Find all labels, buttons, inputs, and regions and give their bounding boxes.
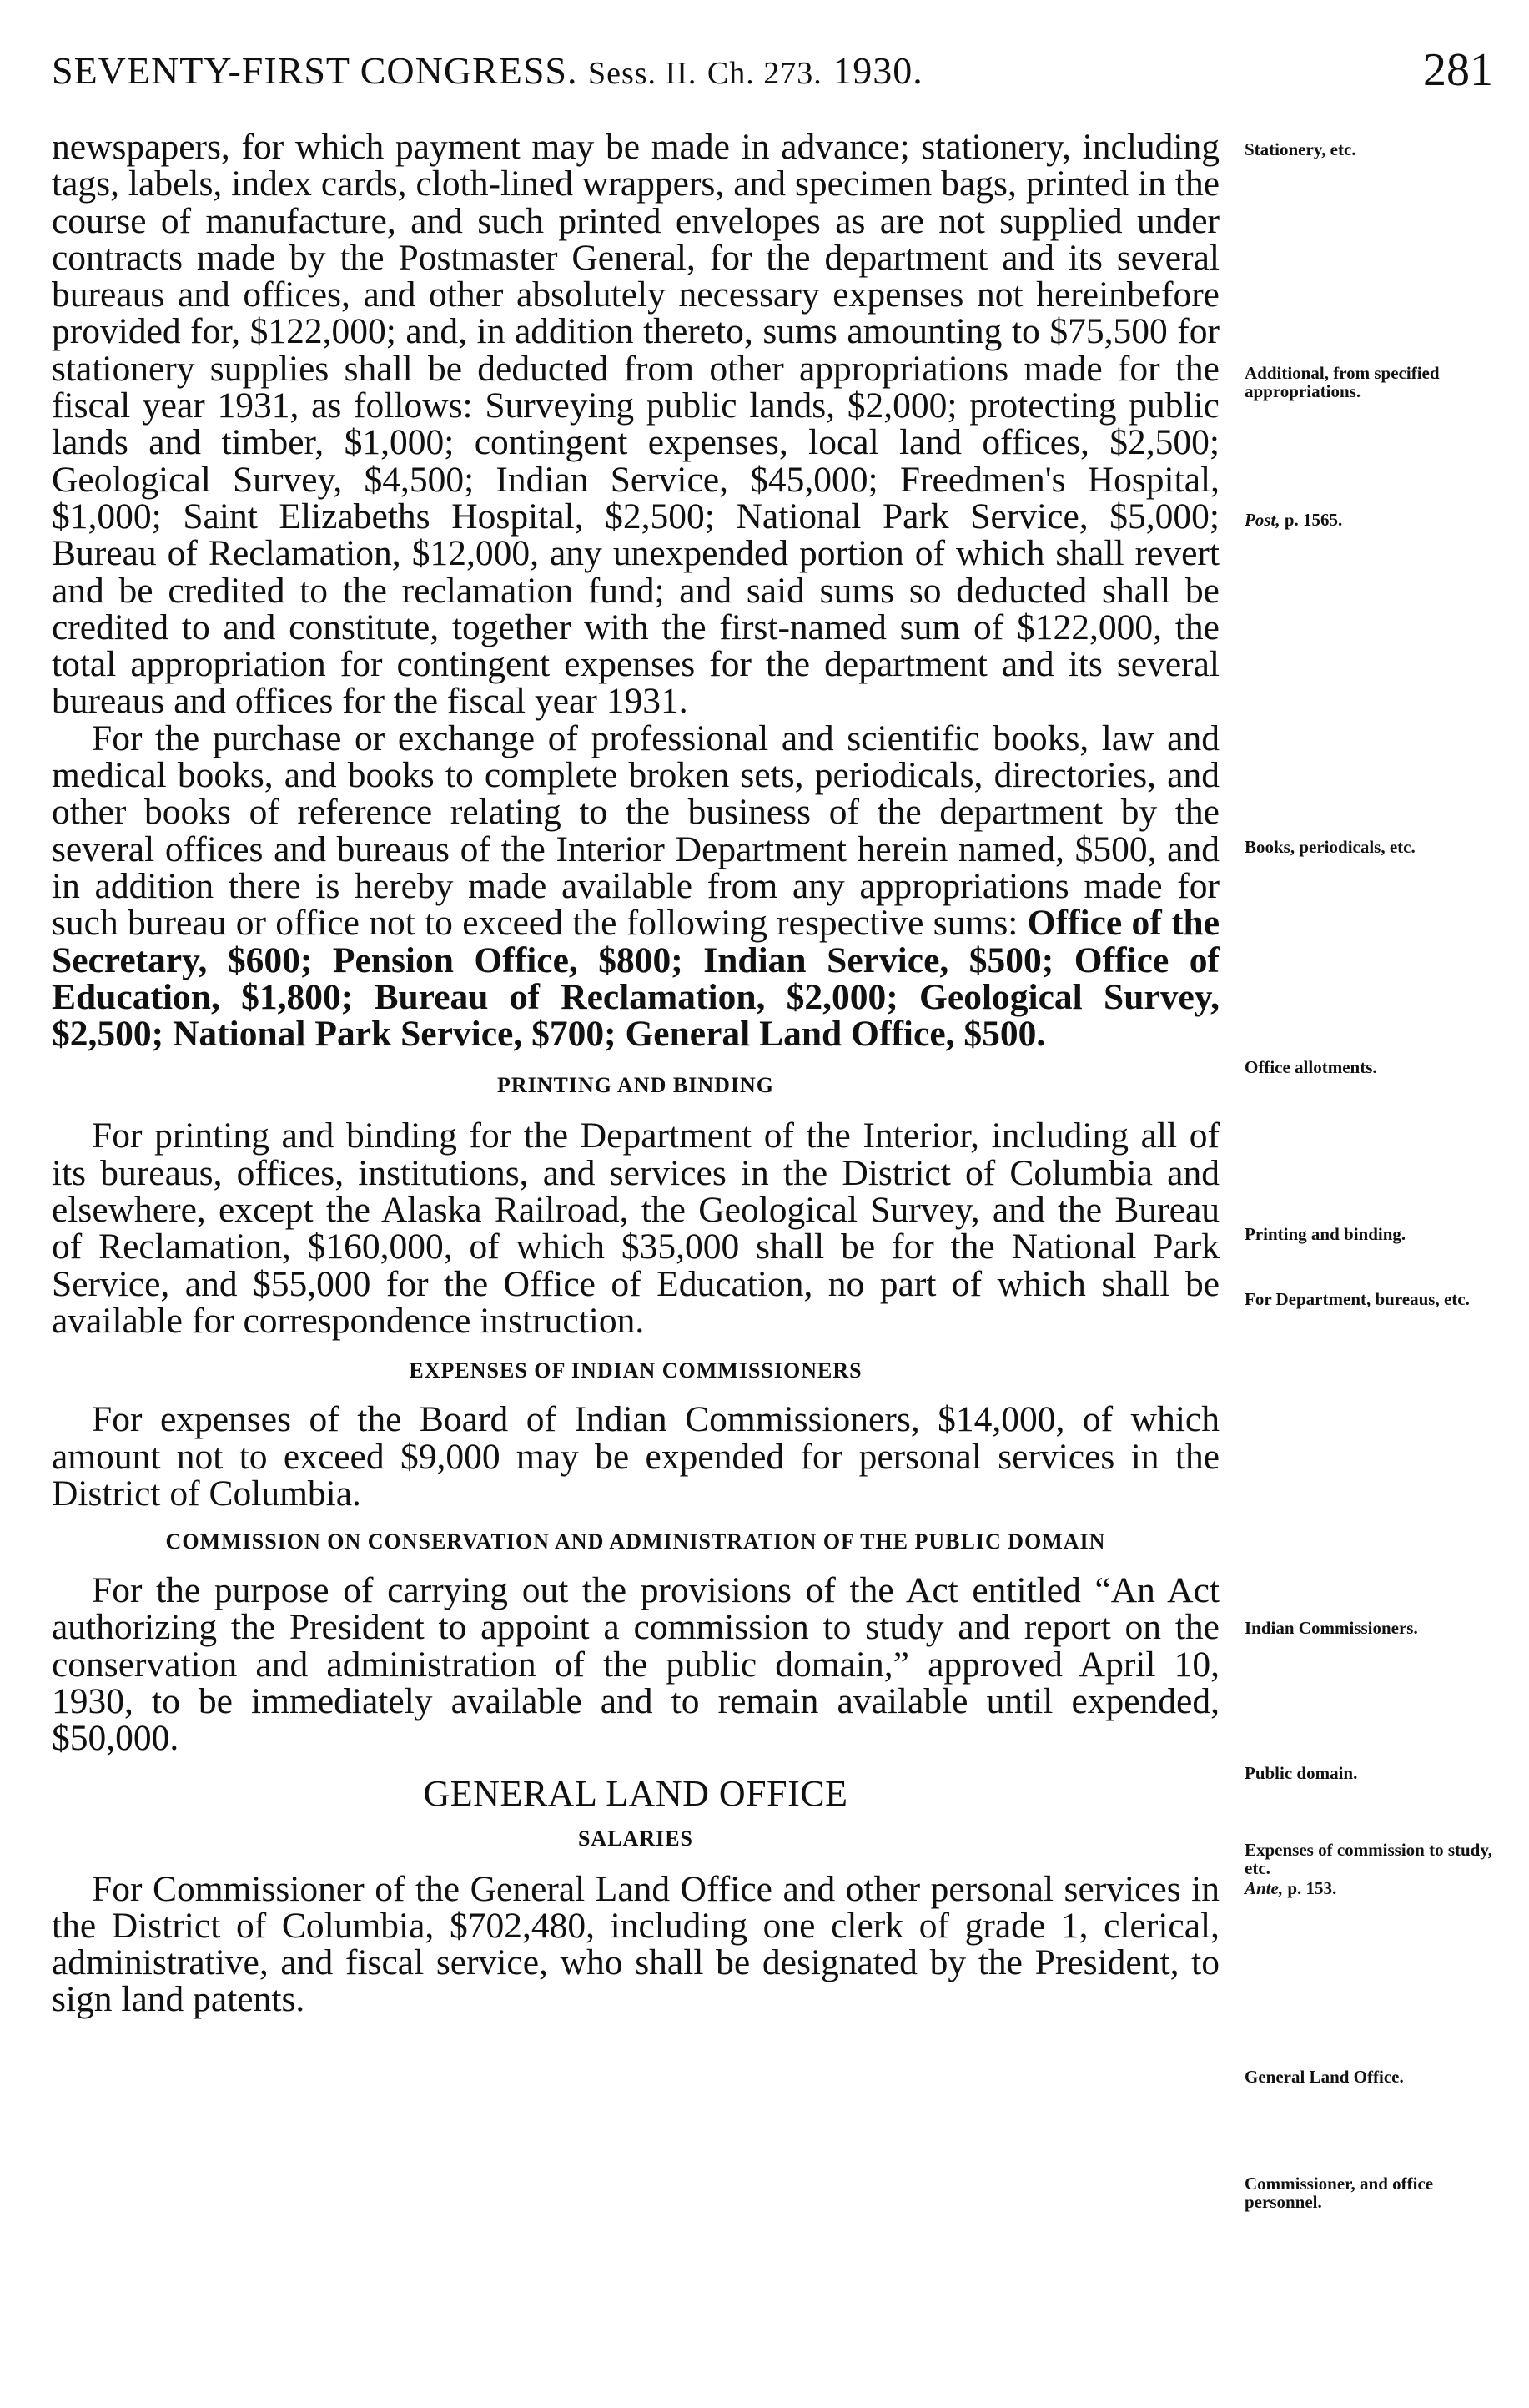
- page-number: 281: [1423, 44, 1493, 96]
- margin-note-office-allotments: Office allotments.: [1245, 1057, 1377, 1077]
- paragraph-stationery: newspapers, for which payment may be made in advance; stationery, including tags, labels, index cards, cloth-lined wrappers, and specimen bags, printed in the course of manufacture, and such printed envelopes as are not supplied under contracts made by the Postmaster General, for the department and its several bureaus and offices, and other absolutely necessary expenses not hereinbefore provided for, $122,000; and, in addition thereto, sums amounting to $75,500 for stationery supplies shall be deducted from other appropriations made for the fiscal year 1931, as follows: Surveying public lands, $2,000; protecting public lands and timber, $1,000; contingent expenses, local land offices, $2,500; Geological Survey, $4,500; Indian Service, $45,000; Freedmen's Hospital, $1,000; Saint Elizabeths Hospital, $2,500; National Park Service, $5,000; Bureau of Reclamation, $12,000, any unexpended portion of which shall revert and be credited to the reclamation fund; and said sums so deducted shall be credited to and constitute, together with the first-named sum of $122,000, the total appropriation for contingent expenses for the department and its several bureaus and offices for the fiscal year 1931.: [52, 127, 1220, 722]
- running-header: [52, 43, 1493, 110]
- paragraph-books: [52, 720, 1220, 1053]
- session-label: Sess. II.: [587, 56, 697, 91]
- paragraph-books-allotments: Office of the Secretary, $600; Pension Office, $800; Indian Service, $500; Office of Education, $1,800; Bureau of Reclamation, $2,000; Geological Survey, $2,500; National Park Service, $700; General Land Office, $500.: [52, 903, 1220, 1055]
- margin-note-commissioner: Commissioner, and office personnel.: [1245, 2174, 1434, 2212]
- margin-note-glo: General Land Office.: [1245, 2067, 1404, 2087]
- margin-note-post: [1245, 511, 1503, 529]
- margin-note-department: For Department, bureaus, etc.: [1245, 1289, 1470, 1309]
- margin-note-ante-ref: Ante,: [1245, 1878, 1284, 1898]
- main-text-column: [52, 128, 1220, 2018]
- margin-note-post-page: p. 1565.: [1284, 510, 1343, 530]
- margin-note-stationery: Stationery, etc.: [1245, 139, 1356, 159]
- paragraph-commissioner: For Commissioner of the General Land Office and other personal services in the District of Columbia, $702,480, including one clerk of grade 1, clerical, administrative, and fiscal service, who shall be designated by the President, to sign land patents.: [52, 1868, 1220, 2020]
- paragraph-printing: For printing and binding for the Department of the Interior, including all of its bureaus, offices, institutions, and services in the District of Columbia and elsewhere, except the Alaska Railroad, the Geological Survey, and the Bureau of Reclamation, $160,000, of which $35,000 shall be for the National Park Service, and $55,000 for the Office of Education, no part of which shall be available for correspondence instruction.: [52, 1116, 1220, 1341]
- margin-note-public-domain: Public domain.: [1245, 1763, 1358, 1783]
- margin-note-printing: Printing and binding.: [1245, 1224, 1406, 1244]
- heading-printing-binding: PRINTING AND BINDING: [496, 1073, 775, 1098]
- margin-note-additional: Additional, from specified appropriations.: [1245, 363, 1440, 401]
- margin-note-books: Books, periodicals, etc.: [1245, 837, 1416, 857]
- heading-indian-commissioners: EXPENSES OF INDIAN COMMISSIONERS: [409, 1358, 863, 1383]
- margin-note-indian: Indian Commissioners.: [1245, 1618, 1418, 1638]
- chapter-label: Ch. 273.: [707, 56, 822, 91]
- heading-general-land-office: GENERAL LAND OFFICE: [423, 1772, 848, 1814]
- margin-note-ante: [1245, 1879, 1503, 1897]
- paragraph-public-domain: For the purpose of carrying out the provisions of the Act entitled “An Act authorizing the President to appoint a commission to study and report on the conservation and administration of the public domain,” approved April 10, 1930, to be immediately available and to remain available until expended, $50,000.: [52, 1570, 1220, 1759]
- paragraph-indian-commissioners: For expenses of the Board of Indian Commissioners, $14,000, of which amount not to exceed $9,000 may be expended for personal services in the District of Columbia.: [52, 1399, 1220, 1514]
- heading-public-domain-commission: COMMISSION ON CONSERVATION AND ADMINISTRATION OF THE PUBLIC DOMAIN: [165, 1529, 1106, 1554]
- margin-note-ante-page: p. 153.: [1287, 1878, 1337, 1898]
- margin-note-post-ref: Post,: [1245, 510, 1280, 530]
- congress-label: SEVENTY-FIRST CONGRESS.: [52, 49, 578, 92]
- running-title: [52, 48, 923, 93]
- paragraph-books-text: For the purchase or exchange of professional and scientific books, law and medical books, and books to complete broken sets, periodicals, directories, and other books of reference relating to the business of the department by the several offices and bureaus of the Interior Department herein named, $500, and in addition there is hereby made available from any appropriations made for such bureau or office not to exceed the following respective sums:: [52, 718, 1220, 944]
- year-label: 1930.: [832, 49, 923, 92]
- heading-salaries: SALARIES: [577, 1826, 694, 1851]
- margin-note-expenses-commission: Expenses of commission to study, etc.: [1245, 1840, 1492, 1878]
